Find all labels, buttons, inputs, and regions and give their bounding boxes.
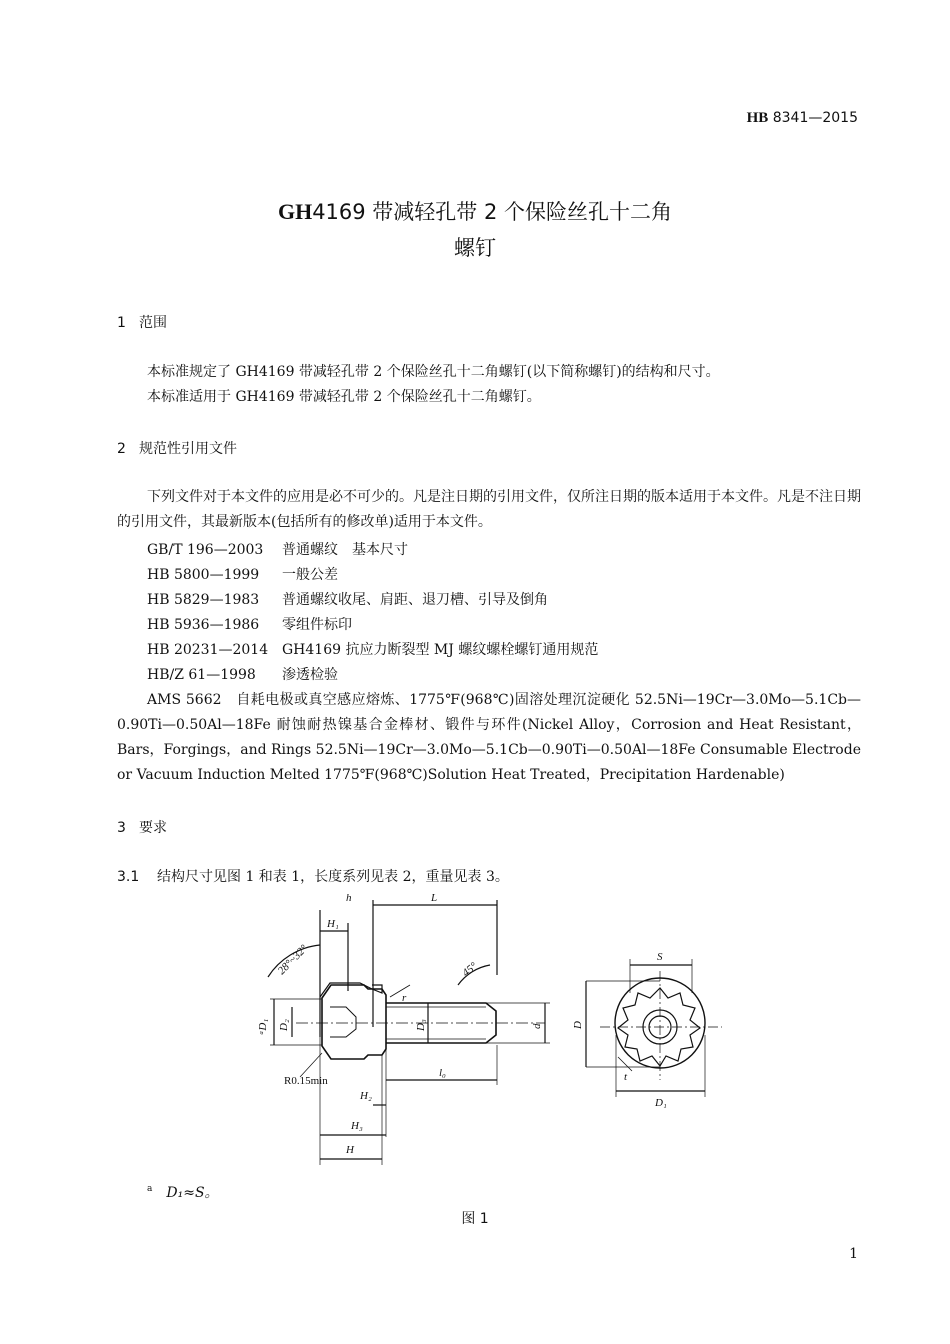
label-H2: H₂: [360, 1090, 372, 1102]
bolt-head: [322, 985, 386, 1059]
section-heading-normative: [117, 438, 237, 458]
reference-code: HB 20231—2014: [147, 642, 269, 658]
reference-code: HB 5829—1983: [147, 592, 260, 608]
clause-text: 结构尺寸见图 1 和表 1，长度系列见表 2，重量见表 3。: [157, 869, 509, 885]
reference-item: [147, 539, 408, 559]
section-number: 3: [117, 820, 126, 836]
figure-note: [147, 1182, 219, 1202]
label-H3: H₃: [351, 1120, 363, 1132]
label-l0: l₀: [439, 1067, 446, 1079]
section-heading-scope: [117, 312, 167, 332]
label-H: H: [346, 1144, 354, 1156]
leader-r: [390, 985, 410, 997]
label-angle: 28°~32°: [275, 942, 311, 978]
reference-title: 普通螺纹 基本尺寸: [282, 542, 408, 558]
standard-code: [747, 110, 858, 127]
section-number: 1: [117, 315, 126, 331]
reference-title: 零组件标印: [282, 617, 352, 633]
label-D1-end: D₁: [655, 1097, 667, 1109]
section-heading-requirements: [117, 817, 167, 837]
label-radius: R0.15min: [284, 1075, 328, 1087]
reference-item: [147, 589, 548, 609]
label-D3: D₃: [415, 1019, 427, 1031]
figure-caption: 图 1: [461, 1211, 489, 1227]
scope-paragraph-1: 本标准规定了 GH4169 带减轻孔带 2 个保险丝孔十二角螺钉(以下简称螺钉)的结构和尺寸。: [147, 364, 720, 380]
label-D: D: [572, 1021, 584, 1029]
label-L: L: [431, 892, 438, 904]
title-prefix: GH: [277, 199, 313, 224]
reference-item: [147, 664, 338, 684]
label-D1: ᵃD₁: [257, 1018, 269, 1035]
note-marker: a: [147, 1184, 153, 1195]
reference-title: 一般公差: [282, 567, 338, 583]
document-title-line2: 螺钉: [454, 236, 496, 260]
label-S: S: [657, 951, 663, 963]
section-title: 规范性引用文件: [139, 441, 237, 457]
label-r: r: [402, 992, 407, 1004]
reference-code: HB/Z 61—1998: [147, 667, 256, 683]
lightening-hole: [330, 1007, 356, 1037]
leader-t: [618, 1057, 632, 1071]
title-line1: 4169 带减轻孔带 2 个保险丝孔十二角: [312, 200, 673, 224]
reference-title: 普通螺纹收尾、肩距、退刀槽、引导及倒角: [282, 592, 548, 608]
note-text: D₁≈S。: [166, 1185, 219, 1201]
standard-number: 8341—2015: [772, 110, 858, 126]
scope-paragraph-2: 本标准适用于 GH4169 带减轻孔带 2 个保险丝孔十二角螺钉。: [147, 389, 541, 405]
page-number: 1: [849, 1246, 858, 1262]
ams-reference: AMS 5662 自耗电极或真空感应熔炼、1775℉(968℃)固溶处理沉淀硬化 52.5Ni—19Cr—3.0Mo—5.1Cb—0.90Ti—0.50Al—18Fe 耐蚀耐热镍基合金棒材、锻件与环件(Nickel Alloy，Corrosion and Heat Resistant，Bars，Forgings，and Rings 52.5Ni—19Cr—3.0Mo—5.1Cb—0.90Ti—0.50Al—18Fe Consumable Electrode or Vacuum Induction Melted 1775℉(968℃)Solution Heat Treated，Precipitation Hardenable): [117, 692, 861, 783]
label-D2: D₂: [278, 1019, 290, 1031]
section-title: 要求: [139, 820, 167, 836]
reference-code: HB 5936—1986: [147, 617, 260, 633]
section-number: 2: [117, 441, 126, 457]
reference-item: [147, 639, 598, 659]
reference-code: HB 5800—1999: [147, 567, 260, 583]
label-H1: H₁: [327, 918, 339, 930]
label-t: t: [624, 1071, 628, 1083]
reference-title: GH4169 抗应力断裂型 MJ 螺纹螺栓螺钉通用规范: [282, 642, 599, 658]
label-h: h: [346, 892, 352, 904]
document-title: [0, 196, 950, 226]
reference-code: GB/T 196—2003: [147, 542, 264, 558]
clause-number: 3.1: [117, 869, 140, 885]
standard-prefix: HB: [746, 110, 769, 126]
reference-item: [147, 564, 338, 584]
label-d: d: [531, 1023, 543, 1029]
label-angle45: 45°: [460, 960, 480, 980]
bolt-drawing: [0, 885, 950, 1175]
reference-title: 渗透检验: [282, 667, 338, 683]
leader-radius: [300, 1053, 322, 1077]
reference-item: [147, 614, 352, 634]
section-title: 范围: [139, 315, 167, 331]
clause-3-1: [117, 866, 509, 886]
normative-intro: 下列文件对于本文件的应用是必不可少的。凡是注日期的引用文件，仅所注日期的版本适用于本文件。凡是不注日期的引用文件，其最新版本(包括所有的修改单)适用于本文件。: [117, 489, 861, 530]
